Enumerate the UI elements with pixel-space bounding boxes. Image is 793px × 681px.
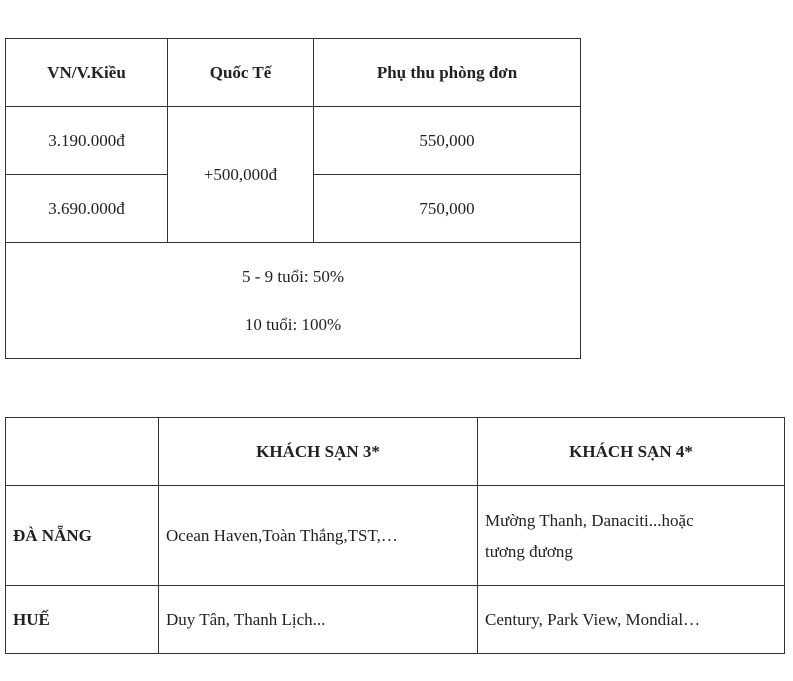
hotel-row-hue bbox=[6, 586, 785, 654]
children-policy-line: 10 tuổi: 100% bbox=[244, 314, 342, 334]
children-policy-row bbox=[6, 243, 581, 359]
header-international: Quốc Tế bbox=[168, 39, 314, 107]
international-surcharge-cell: +500,000đ bbox=[168, 107, 314, 243]
vn-price-cell: 3.690.000đ bbox=[6, 175, 168, 243]
hotel-4-star-cell: Century, Park View, Mondial… bbox=[478, 586, 785, 654]
header-4-star-hotel: KHÁCH SẠN 4* bbox=[478, 418, 785, 486]
children-policy-cell bbox=[6, 243, 581, 359]
hotel-header-row bbox=[6, 418, 785, 486]
vn-price-cell: 3.190.000đ bbox=[6, 107, 168, 175]
header-vn-price: VN/V.Kiều bbox=[6, 39, 168, 107]
price-header-row bbox=[6, 39, 581, 107]
hotel-table bbox=[5, 417, 785, 654]
city-cell: ĐÀ NẴNG bbox=[6, 486, 159, 586]
hotel-3-star-cell: Duy Tân, Thanh Lịch... bbox=[159, 586, 478, 654]
single-surcharge-cell: 750,000 bbox=[314, 175, 581, 243]
price-row bbox=[6, 107, 581, 175]
children-policy-line: 5 - 9 tuổi: 50% bbox=[242, 266, 344, 286]
hotel-3-star-cell: Ocean Haven,Toàn Thắng,TST,… bbox=[159, 486, 478, 586]
price-table bbox=[5, 38, 581, 359]
header-single-room-surcharge: Phụ thu phòng đơn bbox=[314, 39, 581, 107]
city-cell: HUẾ bbox=[6, 586, 159, 654]
hotel-4-star-line: Mường Thanh, Danaciti...hoặc bbox=[485, 510, 694, 530]
header-empty-cell bbox=[6, 418, 159, 486]
header-3-star-hotel: KHÁCH SẠN 3* bbox=[159, 418, 478, 486]
hotel-4-star-cell bbox=[478, 486, 785, 586]
hotel-4-star-line: tương đương bbox=[485, 541, 573, 561]
hotel-row-danang bbox=[6, 486, 785, 586]
single-surcharge-cell: 550,000 bbox=[314, 107, 581, 175]
